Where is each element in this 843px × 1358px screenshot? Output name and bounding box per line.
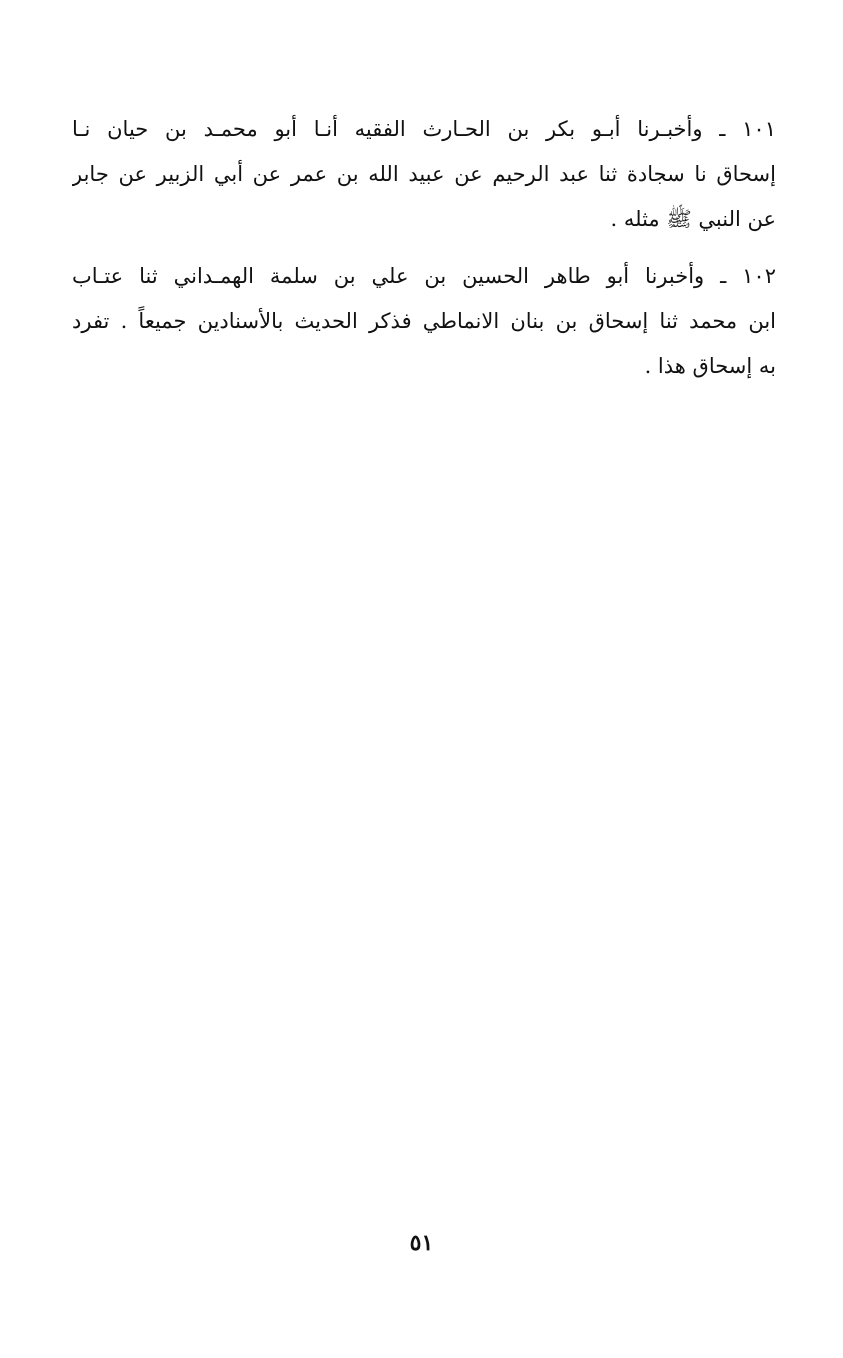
hadith-102-paragraph	[72, 254, 776, 389]
hadith-102-line-3: به إسحاق هذا .	[644, 354, 776, 378]
hadith-101-line-2: إسحاق نا سجادة ثنا عبد الرحيم عن عبيد الله بن عمر عن أبي الزبير عن جابر	[72, 162, 776, 186]
hadith-102-line-1: ١٠٢ ـ وأخبرنا أبو طاهر الحسين بن علي بن سلمة الهمـداني ثنا عتـاب	[72, 264, 776, 288]
hadith-102-line-2: ابن محمد ثنا إسحاق بن بنان الانماطي فذكر الحديث بالأسنادين جميعاً . تفرد	[72, 309, 776, 333]
hadith-101-paragraph	[72, 107, 776, 242]
hadith-101-line-3: عن النبي ﷺ مثله .	[610, 207, 776, 231]
hadith-101-line-1: ١٠١ ـ وأخبـرنا أبـو بكر بن الحـارث الفقيه أنـا أبو محمـد بن حيان نـا	[72, 117, 776, 141]
page-number: ٥١	[409, 1230, 434, 1256]
